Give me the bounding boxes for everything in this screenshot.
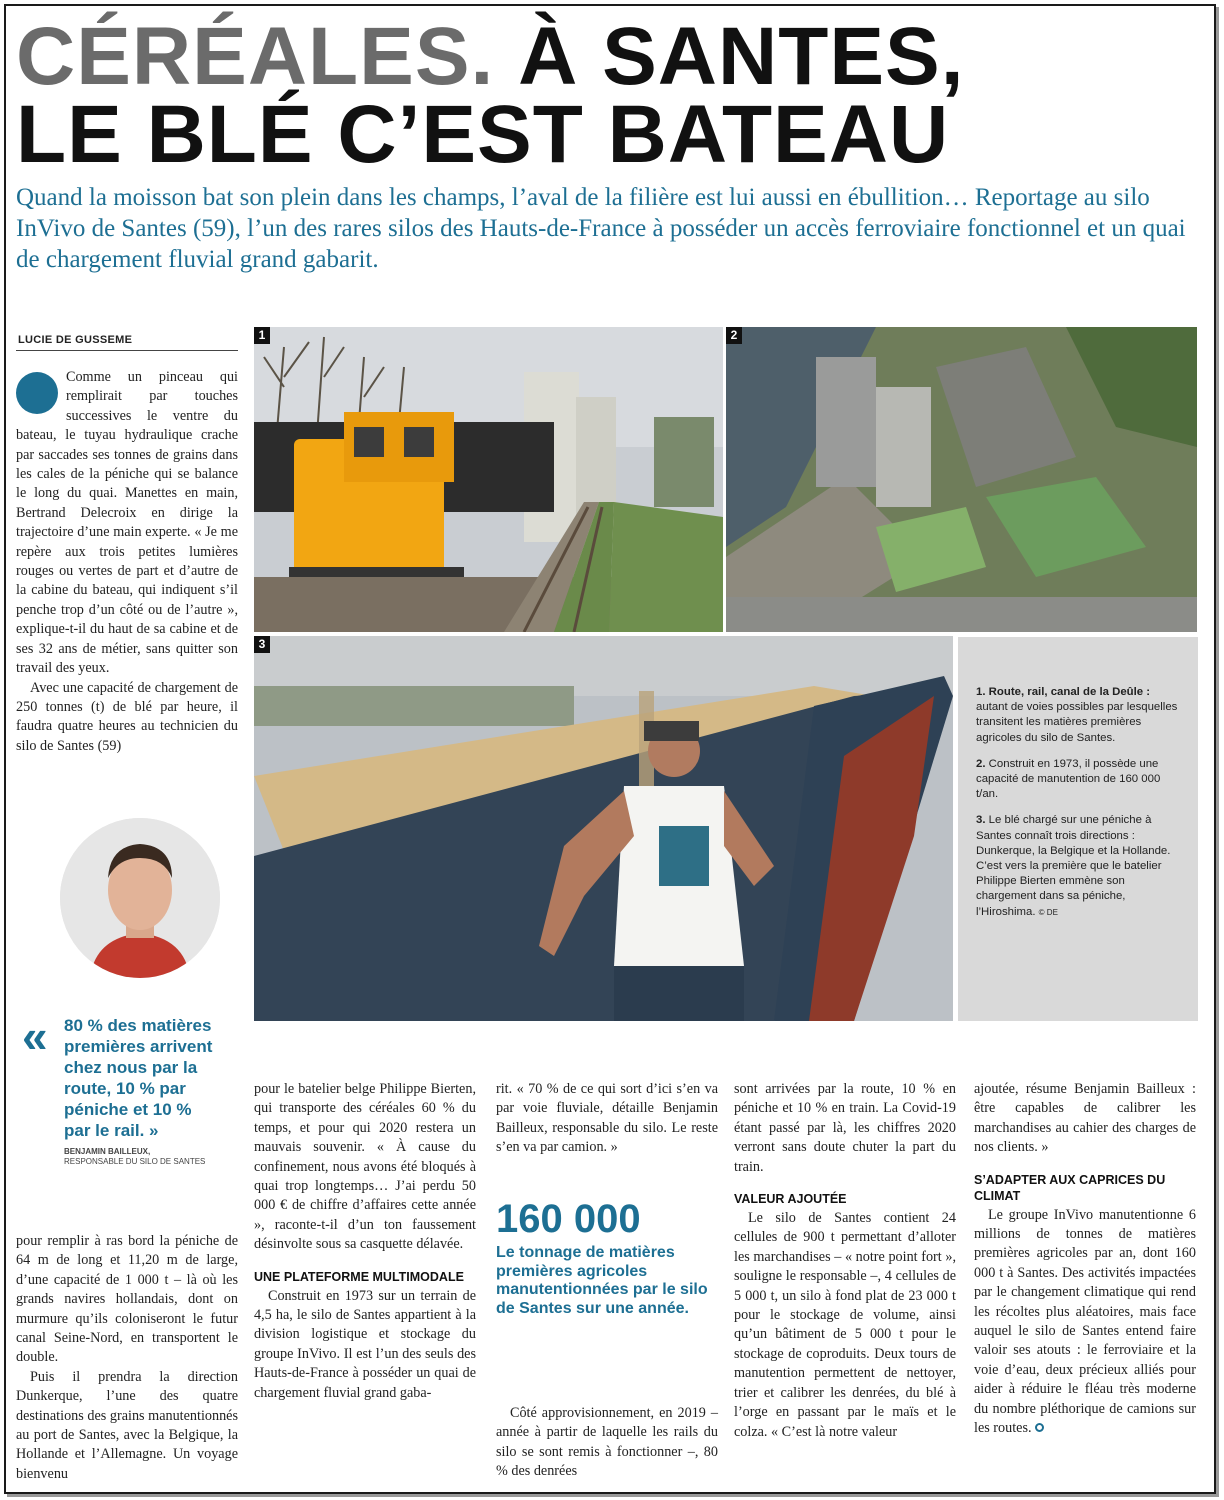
column-5 bbox=[974, 1080, 1196, 1439]
caption-3: 3. Le blé chargé sur une péniche à Santes connaît trois directions : Dunkerque, la Belgique et la Hollande. C’est vers la première que le batelier Philippe Bierten emmène son chargement dans sa péniche, l’Hiroshima. © DE bbox=[976, 814, 1171, 918]
photo-captions bbox=[958, 637, 1198, 1021]
col4-p2: Le silo de Santes contient 24 cellules de 900 t permettant d’alloter les marchandises – « notre point fort », souligne le responsable –, 4 cellules de 5 000 t, un silo à fond plat de 23 000 t pour le stockage de volume, ainsi qu’un bâtiment de 5 000 t pour le stockage de coproduits. Deux tours de manutention permettent de nettoyer, trier et calibrer les denrées, du blé à l’orge en passant par le maïs et le colza. « C’est là notre valeur bbox=[734, 1210, 956, 1440]
quote-mark: « bbox=[22, 1010, 48, 1062]
key-figure-number: 160 000 bbox=[496, 1197, 641, 1241]
column-1-bottom bbox=[16, 1232, 238, 1484]
col2-p1: pour le batelier belge Philippe Bierten, qui transporte des céréales 60 % du temps, et pour qui 2020 restera un mauvais souvenir. « À cause du confinement, nous avons été bloqués à quai trop longtemps… J’ai perdu 50 000 € de chiffre d’affaires cette année », raconte-t-il d’un ton faussement désinvolte sous sa casquette délavée. bbox=[254, 1081, 476, 1253]
portrait-benjamin-bailleux bbox=[60, 818, 220, 978]
headline-line2: LE BLÉ C’EST BATEAU bbox=[16, 89, 950, 180]
subhead-valeur-ajoutee: VALEUR AJOUTÉE bbox=[734, 1192, 847, 1207]
column-3-bottom bbox=[496, 1404, 718, 1482]
photo-train bbox=[254, 327, 723, 632]
photo-aerial-silo bbox=[726, 327, 1197, 632]
col3-p1: rit. « 70 % de ce qui sort d’ici s’en va par voie fluviale, détaille Benjamin Bailleux, responsable du silo. Le reste s’en va par camion. » bbox=[496, 1081, 718, 1156]
column-4 bbox=[734, 1080, 956, 1442]
headline bbox=[16, 11, 965, 180]
col1-p4: Puis il prendra la direction Dunkerque, l’une des quatre destinations des grains manutentionnés au port de Santes, avec la Belgique, la Hollande et l’Allemagne. Un voyage bienvenu bbox=[16, 1368, 238, 1482]
end-of-article-icon bbox=[1035, 1423, 1044, 1432]
caption-2: 2. Construit en 1973, il possède une capacité de manutention de 160 000 t/an. bbox=[976, 757, 1161, 801]
column-3-top bbox=[496, 1080, 718, 1158]
dropcap-circle bbox=[16, 372, 58, 414]
photo-barge bbox=[254, 636, 953, 1021]
col1-p1: Comme un pinceau qui remplirait par touches successives le ventre du bateau, le tuyau hydraulique crache par saccades ses tonnes de grains dans les cales de la péniche qui se balance le long du quai. Manettes en main, Bertrand Delecroix en dirige la trajectoire d’une main experte. « Je me repère aux trois petites lumières rouges ou vertes de part et d’autre de la cabine du bateau, qui indiquent s’il penche trop d’un côté ou de l’autre », explique-t-il du haut de sa cabine et de ses 32 ans de métier, sans quitter son travail des yeux. bbox=[16, 369, 238, 677]
key-figure bbox=[496, 1198, 720, 1318]
col5-p2: Le groupe InVivo manutentionne 6 millions de tonnes de matières premières agricoles par an, dont 160 000 t à Santes. Des activités impactées par le changement climatique qui rend les récoltes plus aléatoires, mais face auquel le silo de Santes entend faire valoir ses atouts : le ferroviaire et la voie d’eau, deux précieux alliés pour aider à réduire le fléau très moderne du nombre pléthorique de camions sur les routes. bbox=[974, 1206, 1196, 1437]
quote-attribution: BENJAMIN BAILLEUX, RESPONSABLE DU SILO DE SANTES bbox=[64, 1147, 206, 1166]
col3-p2: Côté approvisionnement, en 2019 – année à partir de laquelle les rails du silo se sont remis à fonctionner –, 80 % des denrées bbox=[496, 1405, 718, 1480]
column-1-top bbox=[16, 368, 238, 756]
headline-kicker: CÉRÉALES. bbox=[16, 11, 495, 102]
column-2 bbox=[254, 1080, 476, 1403]
col1-p3: pour remplir à ras bord la péniche de 64 m de long et 11,20 m de large, d’une capacité de 1 000 t – là où les grands navires hollandais, dont on murmure qu’ils coloniseront le futur canal Seine-Nord, en transportent le double. bbox=[16, 1233, 238, 1366]
headline-part2: À SANTES, bbox=[494, 11, 965, 102]
col2-p2: Construit en 1973 sur un terrain de 4,5 ha, le silo de Santes appartient à la division logistique et stockage du groupe InVivo. Il est l’un des seuls des Hauts-de-France à posséder un quai de chargement fluvial grand gaba- bbox=[254, 1287, 476, 1401]
key-figure-description: Le tonnage de matières premières agricoles manutentionnées par le silo de Santes sur une année. bbox=[496, 1244, 708, 1317]
byline-rule bbox=[16, 350, 238, 351]
col4-p1: sont arrivées par la route, 10 % en péniche et 10 % en train. La Covid-19 étant passé par là, les chiffres 2020 verront sans doute chuter la part du train. bbox=[734, 1081, 956, 1175]
quote-text: 80 % des matières premières arrivent chez nous par la route, 10 % par péniche et 10 % par le rail. » bbox=[64, 1016, 213, 1140]
photo-number-1: 1 bbox=[254, 327, 270, 344]
byline: LUCIE DE GUSSEME bbox=[18, 334, 133, 346]
lead-paragraph: Quand la moisson bat son plein dans les champs, l’aval de la filière est lui aussi en ébullition… Reportage au silo InVivo de Santes (59), l’un des rares silos des Hauts-de-France à posséder un accès ferroviaire fonctionnel et un quai de chargement fluvial grand gabarit. bbox=[16, 184, 1186, 273]
photo-number-3: 3 bbox=[254, 636, 270, 653]
pull-quote bbox=[22, 1010, 222, 1167]
caption-1: 1. Route, rail, canal de la Deûle : autant de voies possibles par lesquelles transitent les matières premières agricoles du silo de Santes. bbox=[976, 686, 1178, 744]
col1-p2: Avec une capacité de chargement de 250 tonnes (t) de blé par heure, il faudra quatre heures au technicien du silo de Santes (59) bbox=[16, 679, 238, 754]
subhead-plateforme: UNE PLATEFORME MULTIMODALE bbox=[254, 1269, 464, 1284]
photo-number-2: 2 bbox=[726, 327, 742, 344]
photo-credit: © DE bbox=[1038, 907, 1058, 917]
col5-p1: ajoutée, résume Benjamin Bailleux : être capables de calibrer les marchandises au cahier des charges de nos clients. » bbox=[974, 1081, 1196, 1156]
subhead-climat: S’ADAPTER AUX CAPRICES DU CLIMAT bbox=[974, 1172, 1166, 1203]
